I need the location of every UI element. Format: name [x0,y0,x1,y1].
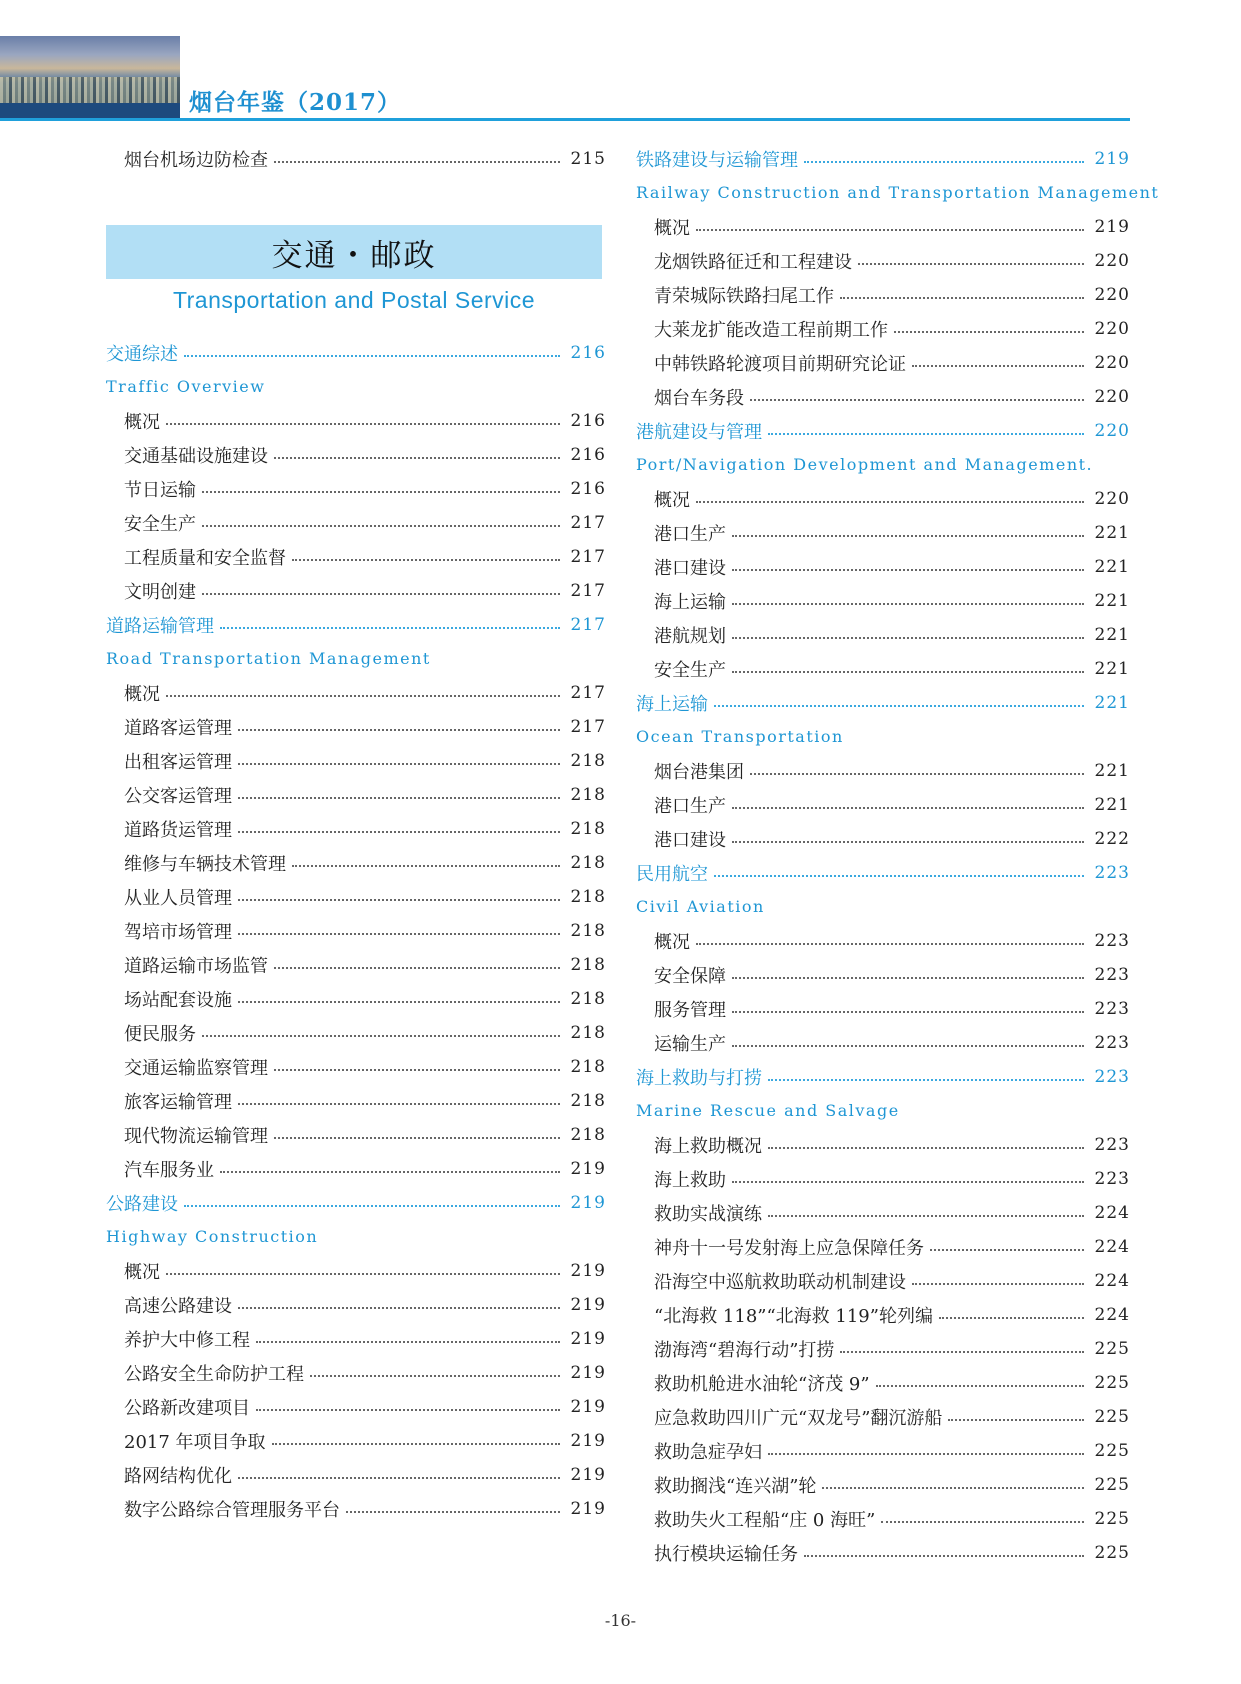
toc-entry-page: 218 [570,751,606,771]
dot-leader [930,1249,1084,1251]
toc-entry-label: 2017 年项目争取 [124,1432,266,1453]
toc-entry-label: 安全生产 [654,660,726,681]
toc-entry[interactable] [106,142,606,176]
toc-entry[interactable] [106,1118,606,1152]
section-english-title: Civil Aviation [636,897,765,916]
dot-leader [768,433,1084,435]
toc-entry-page: 220 [1094,251,1130,271]
toc-section-heading[interactable] [636,856,1130,890]
toc-entry-page: 218 [570,1023,606,1043]
toc-entry-label: 文明创建 [124,582,196,603]
dot-leader [238,1307,560,1309]
toc-entry[interactable] [636,1536,1130,1570]
toc-entry[interactable] [636,992,1130,1026]
toc-entry-label: 概况 [654,218,690,239]
toc-entry[interactable] [636,312,1130,346]
toc-entry-label: 工程质量和安全监督 [124,548,286,569]
toc-entry-label: 概况 [654,932,690,953]
toc-entry-label: 青荣城际铁路扫尾工作 [654,286,834,307]
toc-entry-label: 海上运输 [636,694,708,715]
section-english-title: Highway Construction [106,1227,319,1246]
toc-entry-label: 烟台港集团 [654,762,744,783]
toc-entry-page: 224 [1094,1237,1130,1257]
toc-entry-label: 民用航空 [636,864,708,885]
toc-entry-label: 龙烟铁路征迁和工程建设 [654,252,852,273]
toc-entry[interactable] [636,652,1130,686]
toc-entry-page: 219 [570,1397,606,1417]
dot-leader [948,1419,1084,1421]
toc-entry-page: 219 [570,1465,606,1485]
toc-entry[interactable] [636,482,1130,516]
toc-entry-page: 225 [1094,1373,1130,1393]
dot-leader [732,671,1084,673]
toc-entry-label: 道路运输管理 [106,616,214,637]
dot-leader [732,1011,1084,1013]
dot-leader [310,1375,560,1377]
dot-leader [256,1409,560,1411]
toc-entry-label: 交通基础设施建设 [124,446,268,467]
toc-entry[interactable] [106,472,606,506]
dot-leader [912,365,1084,367]
toc-entry[interactable] [636,958,1130,992]
toc-entry[interactable] [636,1332,1130,1366]
toc-entry-label: 渤海湾“碧海行动”打捞 [654,1340,835,1361]
toc-entry[interactable] [636,278,1130,312]
dot-leader [768,1079,1084,1081]
toc-section-heading[interactable] [636,142,1130,176]
toc-entry-label: 救助急症孕妇 [654,1442,762,1463]
toc-entry-label: 中韩铁路轮渡项目前期研究论证 [654,354,906,375]
toc-entry-page: 224 [1094,1305,1130,1325]
dot-leader [732,1181,1084,1183]
toc-entry[interactable] [636,822,1130,856]
dot-leader [822,1487,1084,1489]
dot-leader [238,899,560,901]
toc-entry-page: 218 [570,887,606,907]
toc-entry-label: 大莱龙扩能改造工程前期工作 [654,320,888,341]
toc-entry[interactable] [636,1434,1130,1468]
toc-entry-label: 交通运输监察管理 [124,1058,268,1079]
dot-leader [912,1283,1084,1285]
chapter-subtitle: Transportation and Postal Service [172,287,536,313]
toc-entry-label: 海上救助概况 [654,1136,762,1157]
toc-entry-label: 道路客运管理 [124,718,232,739]
dot-leader [768,1453,1084,1455]
dot-leader [696,229,1084,231]
toc-entry[interactable] [106,1050,606,1084]
toc-section-heading[interactable] [106,608,606,642]
toc-entry-page: 221 [1094,761,1130,781]
dot-leader [202,1035,560,1037]
toc-entry-page: 220 [1094,489,1130,509]
toc-entry-page: 218 [570,921,606,941]
toc-entry-page: 223 [1094,1135,1130,1155]
toc-entry-page: 218 [570,785,606,805]
toc-entry-page: 217 [570,615,606,635]
dot-leader [881,1521,1084,1523]
section-english-title: Traffic Overview [106,377,266,396]
toc-entry-page: 220 [1094,319,1130,339]
dot-leader [274,161,560,163]
toc-entry-page: 219 [570,1193,606,1213]
toc-entry[interactable] [636,1502,1130,1536]
page-header [0,0,1241,124]
toc-entry-label: 出租客运管理 [124,752,232,773]
toc-entry[interactable] [106,1424,606,1458]
dot-leader [732,807,1084,809]
toc-entry[interactable] [636,1400,1130,1434]
dot-leader [238,729,560,731]
toc-entry-label: 数字公路综合管理服务平台 [124,1500,340,1521]
toc-entry[interactable] [106,778,606,812]
toc-entry-label: 公交客运管理 [124,786,232,807]
toc-entry-page: 223 [1094,1067,1130,1087]
toc-entry-page: 219 [1094,217,1130,237]
toc-entry-page: 216 [570,445,606,465]
dot-leader [274,1137,560,1139]
toc-entry[interactable] [106,1016,606,1050]
toc-entry-page: 218 [570,1091,606,1111]
toc-entry-page: 216 [570,411,606,431]
dot-leader [732,841,1084,843]
toc-entry-page: 221 [1094,625,1130,645]
toc-entry-page: 216 [570,479,606,499]
toc-entry-page: 224 [1094,1203,1130,1223]
toc-entry-page: 225 [1094,1441,1130,1461]
toc-entry-page: 217 [570,717,606,737]
dot-leader [714,875,1084,877]
section-english-title: Port/Navigation Development and Management. [636,455,1094,474]
toc-entry[interactable] [636,516,1130,550]
toc-entry[interactable] [106,1254,606,1288]
toc-entry-page: 218 [570,853,606,873]
dot-leader [804,1555,1084,1557]
section-english-title: Marine Rescue and Salvage [636,1101,900,1120]
toc-entry[interactable] [106,846,606,880]
toc-entry-page: 220 [1094,421,1130,441]
dot-leader [166,695,560,697]
toc-entry-label: 维修与车辆技术管理 [124,854,286,875]
toc-entry-label: 烟台机场边防检查 [124,150,268,171]
dot-leader [732,569,1084,571]
dot-leader [256,1341,560,1343]
dot-leader [292,559,560,561]
toc-entry-page: 217 [570,513,606,533]
toc-entry-page: 217 [570,683,606,703]
dot-leader [202,491,560,493]
right-toc-list [636,142,1160,1570]
toc-entry[interactable] [636,1366,1130,1400]
toc-entry[interactable] [106,1458,606,1492]
dot-leader [939,1317,1084,1319]
dot-leader [274,967,560,969]
toc-entry-label: 汽车服务业 [124,1160,214,1181]
toc-entry-label: 应急救助四川广元“双龙号”翻沉游船 [654,1408,943,1429]
toc-entry-label: 道路货运管理 [124,820,232,841]
header-rule [0,118,1130,121]
toc-entry-page: 223 [1094,965,1130,985]
toc-entry-label: 高速公路建设 [124,1296,232,1317]
dot-leader [696,943,1084,945]
toc-entry-label: 海上救助 [654,1170,726,1191]
dot-leader [220,627,560,629]
toc-entry-label: 救助失火工程船“庄 0 海旺” [654,1510,876,1531]
page-number: -16- [604,1611,637,1630]
toc-entry[interactable] [636,754,1130,788]
dot-leader [202,593,560,595]
dot-leader [238,1001,560,1003]
dot-leader [732,637,1084,639]
toc-entry-label: 从业人员管理 [124,888,232,909]
toc-entry-label: 海上运输 [654,592,726,613]
toc-entry-label: 概况 [124,412,160,433]
toc-entry[interactable] [106,404,606,438]
toc-entry[interactable] [636,1264,1130,1298]
toc-entry-label: 安全生产 [124,514,196,535]
toc-entry-page: 218 [570,989,606,1009]
toc-section-heading[interactable] [106,336,606,370]
section-english-title: Ocean Transportation [636,727,844,746]
yearbook-title: 烟台年鉴（2017） [189,89,402,116]
toc-entry-label: 驾培市场管理 [124,922,232,943]
dot-leader [220,1171,560,1173]
toc-entry-label: 道路运输市场监管 [124,956,268,977]
dot-leader [238,1103,560,1105]
toc-entry[interactable] [106,744,606,778]
toc-entry-page: 220 [1094,285,1130,305]
toc-entry-page: 216 [570,343,606,363]
toc-entry[interactable] [106,982,606,1016]
toc-entry[interactable] [636,584,1130,618]
toc-entry[interactable] [106,948,606,982]
toc-entry-label: 神舟十一号发射海上应急保障任务 [654,1238,924,1259]
toc-entry[interactable] [106,1152,606,1186]
toc-entry-label: 路网结构优化 [124,1466,232,1487]
toc-entry-page: 222 [1094,829,1130,849]
toc-entry[interactable] [636,1468,1130,1502]
dot-leader [238,797,560,799]
dot-leader [272,1443,560,1445]
toc-entry-page: 223 [1094,1169,1130,1189]
toc-entry-page: 219 [570,1431,606,1451]
toc-entry-page: 223 [1094,863,1130,883]
toc-entry-label: 港航规划 [654,626,726,647]
toc-entry-page: 221 [1094,591,1130,611]
dot-leader [238,933,560,935]
dot-leader [696,501,1084,503]
dot-leader [840,297,1084,299]
toc-entry[interactable] [636,618,1130,652]
dot-leader [876,1385,1084,1387]
toc-entry-label: 海上救助与打捞 [636,1068,762,1089]
city-banner-image [0,36,180,121]
toc-entry-label: 服务管理 [654,1000,726,1021]
dot-leader [238,763,560,765]
toc-entry-page: 221 [1094,795,1130,815]
dot-leader [768,1215,1084,1217]
toc-entry-page: 223 [1094,1033,1130,1053]
toc-entry-label: 概况 [124,684,160,705]
toc-entry-page: 219 [570,1295,606,1315]
dot-leader [732,603,1084,605]
chapter-title: 交通・邮政 [106,225,602,279]
toc-entry-page: 221 [1094,557,1130,577]
toc-entry-label: 港口建设 [654,558,726,579]
toc-entry-label: 场站配套设施 [124,990,232,1011]
toc-entry-label: 港口建设 [654,830,726,851]
toc-section-heading[interactable] [106,1186,606,1220]
toc-entry-page: 219 [570,1329,606,1349]
dot-leader [750,773,1084,775]
toc-entry[interactable] [106,1084,606,1118]
toc-entry-label: 现代物流运输管理 [124,1126,268,1147]
left-column [106,142,606,176]
toc-entry-label: 便民服务 [124,1024,196,1045]
dot-leader [166,1273,560,1275]
toc-entry[interactable] [106,914,606,948]
toc-entry[interactable] [636,380,1130,414]
toc-entry-label: 港口生产 [654,524,726,545]
toc-entry[interactable] [106,812,606,846]
toc-entry[interactable] [636,1162,1130,1196]
toc-entry-label: “北海救 118”“北海救 119”轮列编 [654,1306,933,1327]
toc-entry[interactable] [106,1390,606,1424]
toc-entry[interactable] [106,1288,606,1322]
toc-entry-page: 225 [1094,1543,1130,1563]
toc-entry-page: 219 [1094,149,1130,169]
toc-section-heading[interactable] [636,1060,1130,1094]
toc-section-heading[interactable] [636,686,1130,720]
toc-entry-page: 225 [1094,1339,1130,1359]
toc-entry[interactable] [636,346,1130,380]
toc-entry-page: 220 [1094,353,1130,373]
dot-leader [166,423,560,425]
toc-entry-label: 养护大中修工程 [124,1330,250,1351]
toc-entry-page: 219 [570,1363,606,1383]
toc-entry-label: 执行模块运输任务 [654,1544,798,1565]
toc-entry-page: 218 [570,955,606,975]
toc-entry-label: 铁路建设与运输管理 [636,150,798,171]
dot-leader [804,161,1084,163]
toc-entry-label: 救助搁浅“连兴湖”轮 [654,1476,817,1497]
toc-entry-page: 217 [570,581,606,601]
toc-entry-label: 港口生产 [654,796,726,817]
toc-entry-page: 223 [1094,931,1130,951]
toc-entry-label: 节日运输 [124,480,196,501]
toc-entry-page: 223 [1094,999,1130,1019]
dot-leader [858,263,1084,265]
dot-leader [768,1147,1084,1149]
dot-leader [238,1477,560,1479]
toc-entry[interactable] [636,1026,1130,1060]
toc-entry[interactable] [106,710,606,744]
toc-entry-label: 救助实战演练 [654,1204,762,1225]
toc-entry-page: 218 [570,819,606,839]
toc-entry[interactable] [636,1196,1130,1230]
dot-leader [346,1511,560,1513]
dot-leader [274,1069,560,1071]
dot-leader [202,525,560,527]
toc-entry[interactable] [106,1322,606,1356]
toc-entry[interactable] [106,1492,606,1526]
dot-leader [714,705,1084,707]
toc-entry-page: 221 [1094,693,1130,713]
dot-leader [184,1205,560,1207]
toc-entry-page: 225 [1094,1509,1130,1529]
toc-entry[interactable] [106,1356,606,1390]
toc-entry-label: 沿海空中巡航救助联动机制建设 [654,1272,906,1293]
toc-entry-page: 218 [570,1125,606,1145]
dot-leader [840,1351,1084,1353]
dot-leader [184,355,560,357]
toc-entry-label: 安全保障 [654,966,726,987]
toc-entry-page: 225 [1094,1407,1130,1427]
toc-entry-label: 公路安全生命防护工程 [124,1364,304,1385]
toc-entry[interactable] [636,244,1130,278]
dot-leader [894,331,1084,333]
toc-entry[interactable] [636,924,1130,958]
toc-entry-page: 219 [570,1499,606,1519]
toc-entry-page: 221 [1094,523,1130,543]
toc-entry-label: 旅客运输管理 [124,1092,232,1113]
toc-entry-label: 烟台车务段 [654,388,744,409]
toc-entry-label: 公路建设 [106,1194,178,1215]
toc-entry[interactable] [636,1128,1130,1162]
toc-entry[interactable] [106,574,606,608]
dot-leader [238,831,560,833]
dot-leader [292,865,560,867]
toc-entry-page: 219 [570,1159,606,1179]
toc-entry-label: 交通综述 [106,344,178,365]
toc-entry-page: 218 [570,1057,606,1077]
toc-entry[interactable] [636,1298,1130,1332]
toc-entry-label: 运输生产 [654,1034,726,1055]
toc-entry-label: 概况 [124,1262,160,1283]
section-english-title: Railway Construction and Transportation Management [636,183,1160,202]
toc-entry-label: 港航建设与管理 [636,422,762,443]
dot-leader [732,535,1084,537]
toc-entry[interactable] [106,880,606,914]
toc-entry[interactable] [636,788,1130,822]
toc-entry[interactable] [636,210,1130,244]
toc-entry[interactable] [636,550,1130,584]
dot-leader [274,457,560,459]
toc-entry-label: 救助机舱进水油轮“济茂 9” [654,1374,870,1395]
toc-entry-page: 217 [570,547,606,567]
toc-entry[interactable] [106,540,606,574]
toc-entry-page: 221 [1094,659,1130,679]
toc-entry-page: 215 [570,149,606,169]
toc-entry[interactable] [636,1230,1130,1264]
toc-entry[interactable] [106,676,606,710]
toc-section-heading[interactable] [636,414,1130,448]
toc-entry-page: 224 [1094,1271,1130,1291]
toc-entry-page: 225 [1094,1475,1130,1495]
toc-entry-page: 220 [1094,387,1130,407]
toc-entry[interactable] [106,438,606,472]
toc-entry-label: 概况 [654,490,690,511]
toc-entry-label: 公路新改建项目 [124,1398,250,1419]
left-toc-list [106,336,606,1526]
dot-leader [750,399,1084,401]
dot-leader [732,1045,1084,1047]
toc-entry[interactable] [106,506,606,540]
toc-entry-page: 219 [570,1261,606,1281]
dot-leader [732,977,1084,979]
section-english-title: Road Transportation Management [106,649,431,668]
